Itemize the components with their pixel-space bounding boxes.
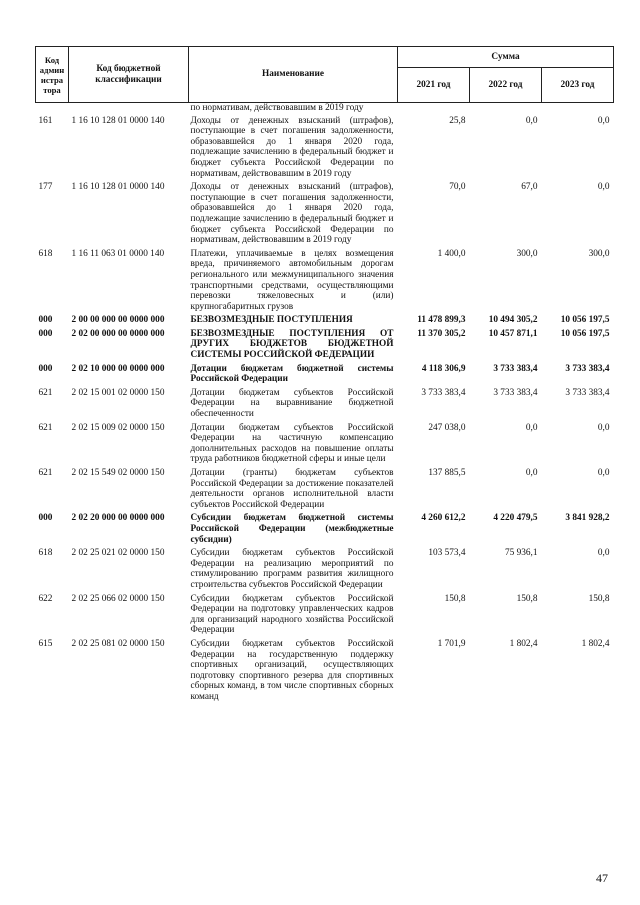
name-cell: Доходы от денежных взысканий (штрафов), поступающие в счет погашения задолженности, образовавшейся до 1 января 2020 года, подлежащие зачислению в федеральный бюджет и бюджет субъекта Российской Федерации по нормативам, действовавшим в 2019 году xyxy=(190,182,394,246)
table-body xyxy=(36,103,614,706)
sum-2022-cell: 10 494 305,2 xyxy=(488,315,538,326)
name-cell: Дотации бюджетам субъектов Российской Федерации на частичную компенсацию дополнительных расходов на повышение оплаты труда работников бюджетной сферы и иные цели xyxy=(190,422,394,465)
name-cell: Дотации бюджетам субъектов Российской Федерации на выравнивание бюджетной обеспеченности xyxy=(190,387,394,420)
header-sum: Сумма xyxy=(398,47,614,68)
table-row xyxy=(36,423,614,468)
budget-code-cell: 2 02 10 000 00 0000 000 xyxy=(71,363,165,374)
budget-code-cell: 2 02 20 000 00 0000 000 xyxy=(71,513,165,524)
sum-2021-cell: 137 885,5 xyxy=(428,468,466,478)
admin-code-cell: 177 xyxy=(38,182,53,193)
table-row xyxy=(36,364,614,388)
sum-2022-cell: 0,0 xyxy=(525,468,538,478)
budget-code-cell: 2 00 00 000 00 0000 000 xyxy=(71,315,165,326)
sum-2022-cell: 3 733 383,4 xyxy=(493,387,538,398)
sum-2021-cell: 70,0 xyxy=(449,182,466,193)
sum-2023-cell: 10 056 197,5 xyxy=(560,315,610,326)
sum-2022-cell: 4 220 479,5 xyxy=(493,513,538,524)
sum-2021-cell: 1 400,0 xyxy=(437,248,466,259)
sum-2023-cell: 3 841 928,2 xyxy=(565,513,610,524)
budget-code-cell: 2 02 00 000 00 0000 000 xyxy=(71,328,165,339)
header-code: Код бюджетной классификации xyxy=(69,47,189,103)
header-year-2021: 2021 год xyxy=(398,68,470,103)
budget-code-cell: 1 16 10 128 01 0000 140 xyxy=(71,115,165,126)
budget-code-cell: 2 02 15 001 02 0000 150 xyxy=(71,387,165,398)
sum-2022-cell: 3 733 383,4 xyxy=(493,363,538,374)
sum-2023-cell: 0,0 xyxy=(597,468,610,478)
admin-code-cell: 621 xyxy=(38,468,53,478)
header-name: Наименование xyxy=(189,47,398,103)
name-cell: Субсидии бюджетам субъектов Российской Федерации на реализацию мероприятий по стимулированию программ развития жилищного строительства субъектов Российской Федерации xyxy=(190,548,394,590)
table-row xyxy=(36,249,614,316)
table-row xyxy=(36,468,614,513)
sum-2021-cell: 11 370 305,2 xyxy=(417,328,466,339)
sum-2023-cell: 1 802,4 xyxy=(581,638,610,649)
sum-2023-cell: 0,0 xyxy=(597,182,610,193)
header-year-2023: 2023 год xyxy=(542,68,614,103)
sum-2021-cell: 150,8 xyxy=(444,593,466,604)
budget-code-cell: 2 02 25 066 02 0000 150 xyxy=(71,593,165,604)
table-row xyxy=(36,594,614,639)
table-row xyxy=(36,116,614,183)
admin-code-cell: 000 xyxy=(38,328,53,339)
sum-2022-cell: 1 802,4 xyxy=(509,638,538,649)
page-number: 47 xyxy=(596,871,608,885)
sum-2023-cell: 300,0 xyxy=(588,248,610,259)
admin-code-cell: 615 xyxy=(38,638,53,649)
table-row xyxy=(36,182,614,249)
sum-2023-cell: 10 056 197,5 xyxy=(560,328,610,339)
table-row xyxy=(36,329,614,364)
sum-2022-cell: 150,8 xyxy=(516,593,538,604)
name-cell: БЕЗВОЗМЕЗДНЫЕ ПОСТУПЛЕНИЯ ОТ ДРУГИХ БЮДЖЕТОВ БЮДЖЕТНОЙ СИСТЕМЫ РОССИЙСКОЙ ФЕДЕРАЦИИ xyxy=(190,328,394,361)
name-cell: Субсидии бюджетам субъектов Российской Федерации на подготовку управленческих кадров для организаций народного хозяйства Российской Федерации xyxy=(190,593,394,636)
sum-2021-cell: 1 701,9 xyxy=(437,638,466,649)
sum-2022-cell: 67,0 xyxy=(521,182,538,193)
name-cell: Доходы от денежных взысканий (штрафов), поступающие в счет погашения задолженности, образовавшейся до 1 января 2020 года, подлежащие зачислению в федеральный бюджет и бюджет субъекта Российской Федерации по нормативам, действовавшим в 2019 году xyxy=(190,115,394,179)
sum-2023-cell: 150,8 xyxy=(588,593,610,604)
budget-code-cell: 2 02 25 081 02 0000 150 xyxy=(71,638,165,649)
sum-2023-cell: 0,0 xyxy=(597,115,610,126)
sum-2021-cell: 247 038,0 xyxy=(428,422,466,433)
table-row xyxy=(36,548,614,593)
name-cell: Дотации (гранты) бюджетам субъектов Российской Федерации за достижение показателей деятельности органов исполнительной власти субъектов Российской Федерации xyxy=(190,468,394,510)
sum-2021-cell: 3 733 383,4 xyxy=(421,387,466,398)
name-cell: Платежи, уплачиваемые в целях возмещения вреда, причиняемого автомобильным дорогам регионального или межмуниципального значения транспортными средствами, осуществляющими перевозки тяжеловесных и (или) крупногабаритных грузов xyxy=(190,248,394,312)
budget-table xyxy=(35,46,614,705)
sum-2021-cell: 4 260 612,2 xyxy=(421,513,466,524)
name-cell: БЕЗВОЗМЕЗДНЫЕ ПОСТУПЛЕНИЯ xyxy=(190,315,353,326)
budget-code-cell: 2 02 15 549 02 0000 150 xyxy=(71,468,165,478)
sum-2022-cell: 300,0 xyxy=(516,248,538,259)
table-row xyxy=(36,639,614,706)
header-year-2022: 2022 год xyxy=(470,68,542,103)
sum-2021-cell: 11 478 899,3 xyxy=(417,315,466,326)
sum-2022-cell: 75 936,1 xyxy=(504,548,538,559)
budget-code-cell: 1 16 10 128 01 0000 140 xyxy=(71,182,165,193)
admin-code-cell: 618 xyxy=(38,548,53,559)
sum-2023-cell: 3 733 383,4 xyxy=(565,387,610,398)
continuation-text: по нормативам, действовавшим в 2019 году xyxy=(190,103,364,113)
admin-code-cell: 618 xyxy=(38,248,53,259)
table-row xyxy=(36,513,614,548)
budget-code-cell: 2 02 25 021 02 0000 150 xyxy=(71,548,165,559)
sum-2021-cell: 103 573,4 xyxy=(428,548,466,559)
admin-code-cell: 621 xyxy=(38,422,53,433)
admin-code-cell: 000 xyxy=(38,363,53,374)
continuation-row xyxy=(36,103,614,116)
table-row xyxy=(36,388,614,423)
sum-2022-cell: 0,0 xyxy=(525,422,538,433)
sum-2023-cell: 0,0 xyxy=(597,422,610,433)
name-cell: Дотации бюджетам бюджетной системы Российской Федерации xyxy=(190,363,394,385)
name-cell: Субсидии бюджетам субъектов Российской Федерации на государственную поддержку спортивных организаций, осуществляющих подготовку спортивного резерва для спортивных сборных команд, в том числе спортивных сборных команд xyxy=(190,638,394,702)
sum-2023-cell: 3 733 383,4 xyxy=(565,363,610,374)
admin-code-cell: 622 xyxy=(38,593,53,604)
sum-2021-cell: 25,8 xyxy=(449,115,466,126)
budget-code-cell: 1 16 11 063 01 0000 140 xyxy=(71,248,165,259)
sum-2023-cell: 0,0 xyxy=(597,548,610,559)
admin-code-cell: 161 xyxy=(38,115,53,126)
admin-code-cell: 000 xyxy=(38,513,53,524)
sum-2021-cell: 4 118 306,9 xyxy=(421,363,466,374)
name-cell: Субсидии бюджетам бюджетной системы Российской Федерации (межбюджетные субсидии) xyxy=(190,513,394,545)
admin-code-cell: 621 xyxy=(38,387,53,398)
header-admin: Код админ истра тора xyxy=(36,47,69,103)
table-header xyxy=(36,47,614,103)
sum-2022-cell: 10 457 871,1 xyxy=(488,328,538,339)
budget-code-cell: 2 02 15 009 02 0000 150 xyxy=(71,422,165,433)
sum-2022-cell: 0,0 xyxy=(525,115,538,126)
table-row xyxy=(36,315,614,329)
admin-code-cell: 000 xyxy=(38,315,53,326)
